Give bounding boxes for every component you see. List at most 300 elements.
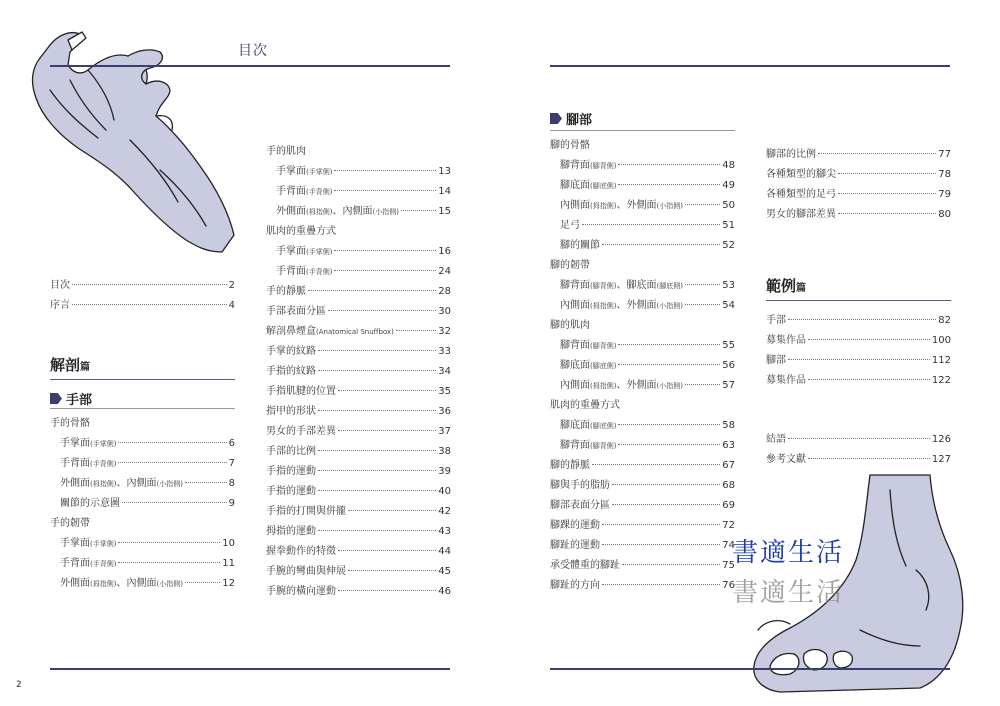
toc-entry bbox=[266, 362, 451, 382]
toc-entry-label: 募集作品 bbox=[766, 375, 806, 386]
toc-page-number: 42 bbox=[438, 506, 451, 517]
toc-page-number: 127 bbox=[931, 454, 951, 465]
toc-entry-label: 關節的示意圖 bbox=[60, 498, 120, 509]
toc-leader-dots bbox=[348, 510, 436, 511]
toc-page-number: 15 bbox=[438, 206, 451, 217]
toc-entry-label: 腳趾的運動 bbox=[550, 540, 600, 551]
toc-page-number: 122 bbox=[931, 375, 951, 386]
toc-page-number: 34 bbox=[438, 366, 451, 377]
toc-leader-dots bbox=[602, 544, 720, 545]
toc-entry-note: (手掌側) bbox=[90, 440, 117, 448]
toc-leader-dots bbox=[308, 290, 436, 291]
toc-entry bbox=[50, 454, 235, 474]
toc-page-number: 40 bbox=[438, 486, 451, 497]
toc-leader-dots bbox=[334, 190, 436, 191]
toc-entry-note: (拇指側) bbox=[90, 480, 117, 488]
toc-page-number: 49 bbox=[722, 180, 735, 191]
toc-entry-label: 手腕的彎曲與伸展 bbox=[266, 566, 346, 577]
toc-entry-label: 承受體重的腳趾 bbox=[550, 560, 620, 571]
toc-leader-dots bbox=[334, 170, 436, 171]
toc-leader-dots bbox=[808, 339, 930, 340]
toc-entry bbox=[550, 336, 735, 356]
toc-entry-label: 、內側面 bbox=[332, 206, 373, 217]
toc-leader-dots bbox=[318, 410, 436, 411]
toc-page-number: 46 bbox=[438, 586, 451, 597]
toc-entry bbox=[766, 371, 951, 391]
toc-examples bbox=[766, 311, 951, 391]
toc-page-number: 37 bbox=[438, 426, 451, 437]
toc-entry bbox=[550, 436, 735, 456]
toc-leader-dots bbox=[685, 384, 720, 385]
toc-entry-label: 、內側面 bbox=[116, 478, 157, 489]
toc-page-number: 55 bbox=[722, 340, 735, 351]
toc-entry bbox=[766, 450, 951, 470]
toc-leader-dots bbox=[618, 164, 720, 165]
toc-entry bbox=[50, 296, 235, 316]
toc-page-number: 58 bbox=[722, 420, 735, 431]
toc-entry-label: 各種類型的腳尖 bbox=[766, 169, 836, 180]
toc-entry-label: 手掌的紋路 bbox=[266, 346, 316, 357]
toc-entry-label: 參考文獻 bbox=[766, 454, 806, 465]
toc-entry-label: 內側面 bbox=[560, 300, 590, 311]
toc-foot-col1 bbox=[550, 136, 735, 596]
toc-leader-dots bbox=[338, 550, 436, 551]
toc-group-heading bbox=[50, 414, 235, 434]
toc-entry-label: 腳的關節 bbox=[560, 240, 600, 251]
toc-back-matter bbox=[766, 430, 951, 470]
toc-entry-label: 手的肌肉 bbox=[266, 146, 306, 157]
toc-entry-label: 結語 bbox=[766, 434, 786, 445]
toc-leader-dots bbox=[401, 210, 436, 211]
toc-entry bbox=[550, 376, 735, 396]
toc-leader-dots bbox=[185, 582, 220, 583]
toc-entry-label: 、內側面 bbox=[116, 578, 157, 589]
toc-entry-label: 腳部的比例 bbox=[766, 149, 816, 160]
toc-leader-dots bbox=[72, 284, 227, 285]
toc-entry-note: (腳背側) bbox=[590, 162, 617, 170]
toc-page-number: 38 bbox=[438, 446, 451, 457]
section-examples-title: 範例篇 bbox=[766, 277, 807, 295]
toc-entry-label: 腳底面 bbox=[560, 180, 590, 191]
toc-entry-label: 腳部表面分區 bbox=[550, 500, 610, 511]
toc-leader-dots bbox=[602, 244, 720, 245]
toc-page-number: 8 bbox=[228, 478, 235, 489]
toc-page-number: 28 bbox=[438, 286, 451, 297]
toc-entry bbox=[766, 331, 951, 351]
toc-entry-label: 、外側面 bbox=[616, 300, 657, 311]
toc-entry bbox=[766, 165, 951, 185]
toc-page-number: 69 bbox=[722, 500, 735, 511]
toc-entry bbox=[266, 442, 451, 462]
toc-page-number: 9 bbox=[228, 498, 235, 509]
toc-page-number: 43 bbox=[438, 526, 451, 537]
toc-entry-label: 足弓 bbox=[560, 220, 580, 231]
toc-leader-dots bbox=[602, 584, 720, 585]
toc-entry bbox=[550, 536, 735, 556]
toc-entry bbox=[766, 145, 951, 165]
footer-rule-left bbox=[50, 668, 450, 670]
toc-entry-label: 腳背面 bbox=[560, 340, 590, 351]
toc-entry bbox=[766, 311, 951, 331]
toc-leader-dots bbox=[618, 444, 720, 445]
toc-group-heading bbox=[266, 222, 451, 242]
toc-page-number: 54 bbox=[722, 300, 735, 311]
toc-leader-dots bbox=[318, 530, 436, 531]
toc-entry bbox=[50, 554, 235, 574]
toc-page-number: 35 bbox=[438, 386, 451, 397]
toc-entry-note: (小指側) bbox=[372, 208, 399, 216]
toc-leader-dots bbox=[72, 304, 227, 305]
toc-page-number: 16 bbox=[438, 246, 451, 257]
toc-leader-dots bbox=[582, 224, 720, 225]
toc-group-heading bbox=[266, 142, 451, 162]
toc-leader-dots bbox=[808, 379, 930, 380]
toc-title: 目次 bbox=[238, 43, 268, 59]
toc-entry-label: 拇指的運動 bbox=[266, 526, 316, 537]
toc-entry bbox=[266, 342, 451, 362]
toc-entry-label: 外側面 bbox=[60, 578, 90, 589]
toc-group-heading bbox=[50, 514, 235, 534]
toc-page-number: 32 bbox=[438, 326, 451, 337]
toc-entry-label: 肌肉的重疊方式 bbox=[550, 400, 620, 411]
toc-entry-note: (小指側) bbox=[156, 580, 183, 588]
toc-page-number: 24 bbox=[438, 266, 451, 277]
toc-page-number: 48 bbox=[722, 160, 735, 171]
toc-entry bbox=[550, 576, 735, 596]
header-rule-left bbox=[50, 65, 450, 67]
toc-entry bbox=[266, 182, 451, 202]
toc-entry-label: 手指的運動 bbox=[266, 466, 316, 477]
toc-page-number: 72 bbox=[722, 520, 735, 531]
toc-leader-dots bbox=[618, 184, 720, 185]
toc-leader-dots bbox=[318, 350, 436, 351]
toc-page-number: 11 bbox=[222, 558, 235, 569]
toc-entry bbox=[266, 302, 451, 322]
toc-page-number: 12 bbox=[222, 578, 235, 589]
toc-entry-label: 男女的手部差異 bbox=[266, 426, 336, 437]
toc-leader-dots bbox=[396, 330, 436, 331]
toc-entry-label: 腳底面 bbox=[560, 420, 590, 431]
toc-page-number: 76 bbox=[722, 580, 735, 591]
toc-entry-label: 手背面 bbox=[276, 186, 306, 197]
toc-entry bbox=[50, 434, 235, 454]
toc-leader-dots bbox=[318, 470, 436, 471]
toc-entry-label: 手部 bbox=[766, 315, 786, 326]
toc-leader-dots bbox=[685, 304, 720, 305]
toc-entry bbox=[550, 496, 735, 516]
toc-entry-label: 手背面 bbox=[276, 266, 306, 277]
toc-page-number: 51 bbox=[722, 220, 735, 231]
toc-entry-label: 手掌面 bbox=[276, 166, 306, 177]
toc-entry bbox=[266, 422, 451, 442]
toc-page-number: 100 bbox=[931, 335, 951, 346]
toc-entry bbox=[766, 185, 951, 205]
toc-group-heading bbox=[550, 136, 735, 156]
toc-leader-dots bbox=[788, 359, 930, 360]
toc-page-number: 67 bbox=[722, 460, 735, 471]
toc-entry bbox=[266, 482, 451, 502]
toc-entry bbox=[550, 476, 735, 496]
toc-leader-dots bbox=[334, 250, 436, 251]
toc-entry bbox=[50, 494, 235, 514]
toc-entry-label: 手指的運動 bbox=[266, 486, 316, 497]
toc-entry bbox=[266, 542, 451, 562]
toc-leader-dots bbox=[685, 284, 720, 285]
toc-entry-label: 腳的靜脈 bbox=[550, 460, 590, 471]
toc-page-number: 4 bbox=[228, 300, 235, 311]
toc-leader-dots bbox=[818, 153, 936, 154]
toc-entry-note: (腳底側) bbox=[656, 282, 683, 290]
toc-entry-label: 腳底面 bbox=[560, 360, 590, 371]
toc-entry-note: (腳背側) bbox=[590, 282, 617, 290]
toc-entry-label: 手掌面 bbox=[276, 246, 306, 257]
toc-group-heading bbox=[550, 316, 735, 336]
toc-entry-label: 腳的骨骼 bbox=[550, 140, 590, 151]
toc-page-number: 63 bbox=[722, 440, 735, 451]
toc-leader-dots bbox=[788, 319, 936, 320]
toc-page-number: 75 bbox=[722, 560, 735, 571]
right-page bbox=[500, 0, 1000, 706]
toc-leader-dots bbox=[318, 370, 436, 371]
toc-page-number: 30 bbox=[438, 306, 451, 317]
toc-entry-label: 內側面 bbox=[560, 380, 590, 391]
chapter-hand: 手部 bbox=[50, 389, 92, 408]
toc-page-number: 68 bbox=[722, 480, 735, 491]
toc-entry-label: 手指肌腱的位置 bbox=[266, 386, 336, 397]
toc-page-number: 44 bbox=[438, 546, 451, 557]
toc-entry bbox=[266, 562, 451, 582]
toc-leader-dots bbox=[185, 482, 227, 483]
toc-leader-dots bbox=[838, 193, 936, 194]
toc-entry bbox=[50, 534, 235, 554]
toc-entry bbox=[550, 236, 735, 256]
toc-leader-dots bbox=[618, 424, 720, 425]
watermark-blue: 書適生活 bbox=[732, 538, 845, 568]
toc-entry-label: 解剖鼻煙盒 bbox=[266, 326, 316, 337]
toc-leader-dots bbox=[318, 490, 436, 491]
toc-page-number: 52 bbox=[722, 240, 735, 251]
toc-page-number: 7 bbox=[228, 458, 235, 469]
chapter-marker-icon bbox=[50, 393, 62, 404]
toc-hand-col2 bbox=[266, 142, 451, 602]
toc-entry-note: (拇指側) bbox=[590, 202, 617, 210]
header-rule-right bbox=[550, 65, 950, 67]
toc-leader-dots bbox=[328, 310, 436, 311]
toc-entry-label: 腳踝的運動 bbox=[550, 520, 600, 531]
toc-entry bbox=[266, 322, 451, 342]
chapter-foot: 腳部 bbox=[550, 109, 592, 128]
watermark-gray: 書適生活 bbox=[732, 578, 845, 608]
toc-page-number: 33 bbox=[438, 346, 451, 357]
toc-page-number: 57 bbox=[722, 380, 735, 391]
toc-leader-dots bbox=[612, 504, 720, 505]
toc-entry-note: (小指側) bbox=[656, 302, 683, 310]
toc-leader-dots bbox=[118, 542, 220, 543]
toc-entry-label: 手腕的橫向運動 bbox=[266, 586, 336, 597]
toc-leader-dots bbox=[334, 270, 436, 271]
toc-entry bbox=[550, 416, 735, 436]
toc-entry-note: (Anatomical Snuffbox) bbox=[316, 328, 394, 336]
toc-entry bbox=[550, 176, 735, 196]
toc-entry-label: 序言 bbox=[50, 300, 70, 311]
toc-entry-label: 腳趾的方向 bbox=[550, 580, 600, 591]
toc-page-number: 14 bbox=[438, 186, 451, 197]
toc-page-number: 45 bbox=[438, 566, 451, 577]
toc-leader-dots bbox=[592, 464, 720, 465]
toc-entry-label: 手的韌帶 bbox=[50, 518, 90, 529]
toc-hand-col1 bbox=[50, 414, 235, 594]
toc-entry bbox=[550, 556, 735, 576]
toc-entry bbox=[266, 382, 451, 402]
toc-entry bbox=[766, 430, 951, 450]
toc-entry bbox=[50, 574, 235, 594]
toc-page-number: 2 bbox=[228, 280, 235, 291]
toc-leader-dots bbox=[618, 364, 720, 365]
chapter-foot-rule bbox=[550, 130, 735, 131]
toc-leader-dots bbox=[118, 562, 220, 563]
toc-entry bbox=[50, 474, 235, 494]
toc-entry-note: (拇指側) bbox=[306, 208, 333, 216]
toc-entry-label: 握拳動作的特徵 bbox=[266, 546, 336, 557]
toc-entry-label: 手掌面 bbox=[60, 538, 90, 549]
toc-page-number: 77 bbox=[938, 149, 951, 160]
toc-entry-label: 外側面 bbox=[60, 478, 90, 489]
chapter-hand-rule bbox=[50, 408, 235, 409]
toc-entry bbox=[266, 462, 451, 482]
toc-entry bbox=[266, 582, 451, 602]
toc-entry-note: (拇指側) bbox=[590, 382, 617, 390]
toc-entry bbox=[266, 162, 451, 182]
toc-entry-note: (拇指側) bbox=[90, 580, 117, 588]
toc-entry-note: (手背側) bbox=[90, 460, 117, 468]
toc-entry-label: 腳部 bbox=[766, 355, 786, 366]
toc-entry-note: (拇指側) bbox=[590, 302, 617, 310]
toc-entry-label: 手掌面 bbox=[60, 438, 90, 449]
toc-entry bbox=[550, 276, 735, 296]
footer-rule-right bbox=[550, 668, 950, 670]
toc-leader-dots bbox=[122, 502, 227, 503]
toc-entry-note: (小指側) bbox=[656, 202, 683, 210]
toc-entry-label: 腳的肌肉 bbox=[550, 320, 590, 331]
toc-entry-label: 手指的紋路 bbox=[266, 366, 316, 377]
toc-entry-note: (手背側) bbox=[306, 268, 333, 276]
toc-leader-dots bbox=[838, 173, 936, 174]
toc-entry-note: (腳底側) bbox=[590, 422, 617, 430]
toc-entry bbox=[550, 196, 735, 216]
toc-entry-label: 募集作品 bbox=[766, 335, 806, 346]
toc-entry bbox=[266, 202, 451, 222]
toc-entry bbox=[266, 262, 451, 282]
toc-group-heading bbox=[550, 396, 735, 416]
toc-page-number: 56 bbox=[722, 360, 735, 371]
section-examples-suffix: 篇 bbox=[796, 283, 807, 294]
toc-entry-label: 腳背面 bbox=[560, 280, 590, 291]
toc-entry-label: 腳的韌帶 bbox=[550, 260, 590, 271]
toc-entry-label: 手部的比例 bbox=[266, 446, 316, 457]
toc-entry bbox=[766, 351, 951, 371]
toc-entry-label: 外側面 bbox=[276, 206, 306, 217]
toc-page-number: 53 bbox=[722, 280, 735, 291]
toc-entry-label: 手的骨骼 bbox=[50, 418, 90, 429]
toc-leader-dots bbox=[348, 570, 436, 571]
toc-page-number: 6 bbox=[228, 438, 235, 449]
toc-entry bbox=[266, 522, 451, 542]
toc-entry-label: 、腳底面 bbox=[616, 280, 657, 291]
toc-page-number: 36 bbox=[438, 406, 451, 417]
page-number: 2 bbox=[16, 680, 22, 690]
section-anatomy-rule bbox=[50, 379, 235, 380]
toc-entry-label: 、外側面 bbox=[616, 200, 657, 211]
front-matter-list bbox=[50, 276, 235, 316]
toc-entry-note: (手掌側) bbox=[306, 168, 333, 176]
toc-page-number: 82 bbox=[938, 315, 951, 326]
toc-leader-dots bbox=[318, 450, 436, 451]
toc-page-number: 50 bbox=[722, 200, 735, 211]
toc-entry-label: 指甲的形狀 bbox=[266, 406, 316, 417]
toc-entry-label: 腳背面 bbox=[560, 440, 590, 451]
toc-page-number: 112 bbox=[931, 355, 951, 366]
toc-page-number: 13 bbox=[438, 166, 451, 177]
toc-entry-label: 、外側面 bbox=[616, 380, 657, 391]
toc-entry bbox=[266, 402, 451, 422]
toc-leader-dots bbox=[788, 438, 930, 439]
toc-entry-label: 目次 bbox=[50, 280, 70, 291]
toc-entry-label: 各種類型的足弓 bbox=[766, 189, 836, 200]
toc-entry bbox=[266, 502, 451, 522]
toc-entry-label: 男女的腳部差異 bbox=[766, 209, 836, 220]
toc-entry bbox=[550, 216, 735, 236]
toc-page-number: 39 bbox=[438, 466, 451, 477]
toc-entry bbox=[550, 456, 735, 476]
toc-entry bbox=[766, 205, 951, 225]
toc-leader-dots bbox=[338, 590, 436, 591]
toc-entry bbox=[266, 282, 451, 302]
toc-entry-label: 手的靜脈 bbox=[266, 286, 306, 297]
toc-entry-note: (手掌側) bbox=[306, 248, 333, 256]
section-examples-rule bbox=[766, 300, 951, 301]
toc-page-number: 80 bbox=[938, 209, 951, 220]
toc-entry-label: 腳背面 bbox=[560, 160, 590, 171]
toc-entry bbox=[550, 516, 735, 536]
toc-leader-dots bbox=[685, 204, 720, 205]
toc-leader-dots bbox=[338, 390, 436, 391]
toc-leader-dots bbox=[338, 430, 436, 431]
toc-entry-label: 手背面 bbox=[60, 458, 90, 469]
toc-leader-dots bbox=[808, 458, 930, 459]
toc-entry bbox=[550, 156, 735, 176]
toc-page-number: 74 bbox=[722, 540, 735, 551]
toc-entry bbox=[50, 276, 235, 296]
toc-entry-note: (小指側) bbox=[156, 480, 183, 488]
toc-foot-col2 bbox=[766, 145, 951, 225]
section-anatomy-title: 解剖篇 bbox=[50, 356, 91, 374]
toc-entry-note: (手掌側) bbox=[90, 540, 117, 548]
toc-entry-note: (手背側) bbox=[306, 188, 333, 196]
toc-entry-note: (腳背側) bbox=[590, 342, 617, 350]
toc-entry-note: (手背側) bbox=[90, 560, 117, 568]
toc-leader-dots bbox=[602, 524, 720, 525]
toc-entry bbox=[550, 296, 735, 316]
toc-entry-label: 手部表面分區 bbox=[266, 306, 326, 317]
toc-entry bbox=[266, 242, 451, 262]
hand-illustration bbox=[10, 20, 250, 260]
toc-leader-dots bbox=[612, 484, 720, 485]
toc-group-heading bbox=[550, 256, 735, 276]
toc-leader-dots bbox=[618, 344, 720, 345]
toc-page-number: 126 bbox=[931, 434, 951, 445]
section-anatomy-suffix: 篇 bbox=[80, 362, 91, 373]
toc-entry-label: 手背面 bbox=[60, 558, 90, 569]
